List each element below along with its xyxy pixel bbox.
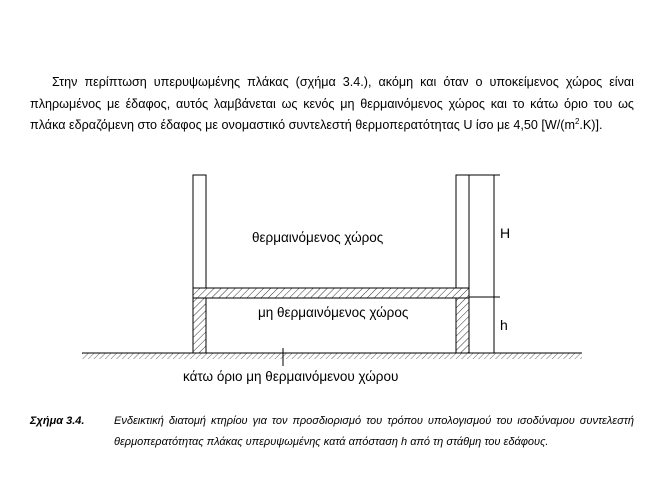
bottom-boundary-label: κάτω όριο μη θερμαινόμενου χώρου xyxy=(183,369,399,384)
caption-text: Ενδεικτική διατομή κτηρίου για τον προσδιορισμό του τρόπου υπολογισμού του ισοδύναμου συντελεστή θερμοπερατότητας πλάκας υπερυψωμένης κατά απόσταση h από τη στάθμη του εδάφους. xyxy=(114,415,634,448)
left-lower-wall xyxy=(193,298,206,353)
paragraph-text-end: .K)]. xyxy=(579,118,603,132)
raised-floor-slab xyxy=(193,288,469,298)
unheated-space-label: μη θερμαινόμενος χώρος xyxy=(258,305,409,320)
caption-number: Σχήμα 3.4. xyxy=(30,415,85,427)
heated-space-label: θερμαινόμενος χώρος xyxy=(252,230,384,245)
dimension-lines xyxy=(469,175,500,353)
paragraph-text: Στην περίπτωση υπερυψωμένης πλάκας (σχήμα 3.4.), ακόμη και όταν ο υποκείμενος χώρος είναι πληρωμένος με έδαφος, αυτός λαμβάνεται ως κενός μη θερμαινόμενος χώρος και το κάτω όριο του ως πλάκα εδραζόμενη στο έδαφος με ονομαστικό συντελεστή θερμοπερατότητας U ίσο με 4,50 [W/(m xyxy=(30,75,634,132)
height-H-label: H xyxy=(500,225,511,241)
ground-surface xyxy=(82,353,582,359)
right-lower-wall xyxy=(456,298,469,353)
left-upper-wall xyxy=(193,175,206,288)
height-h-label: h xyxy=(500,317,508,333)
superscript: 2 xyxy=(574,116,580,126)
right-upper-wall xyxy=(456,175,469,288)
